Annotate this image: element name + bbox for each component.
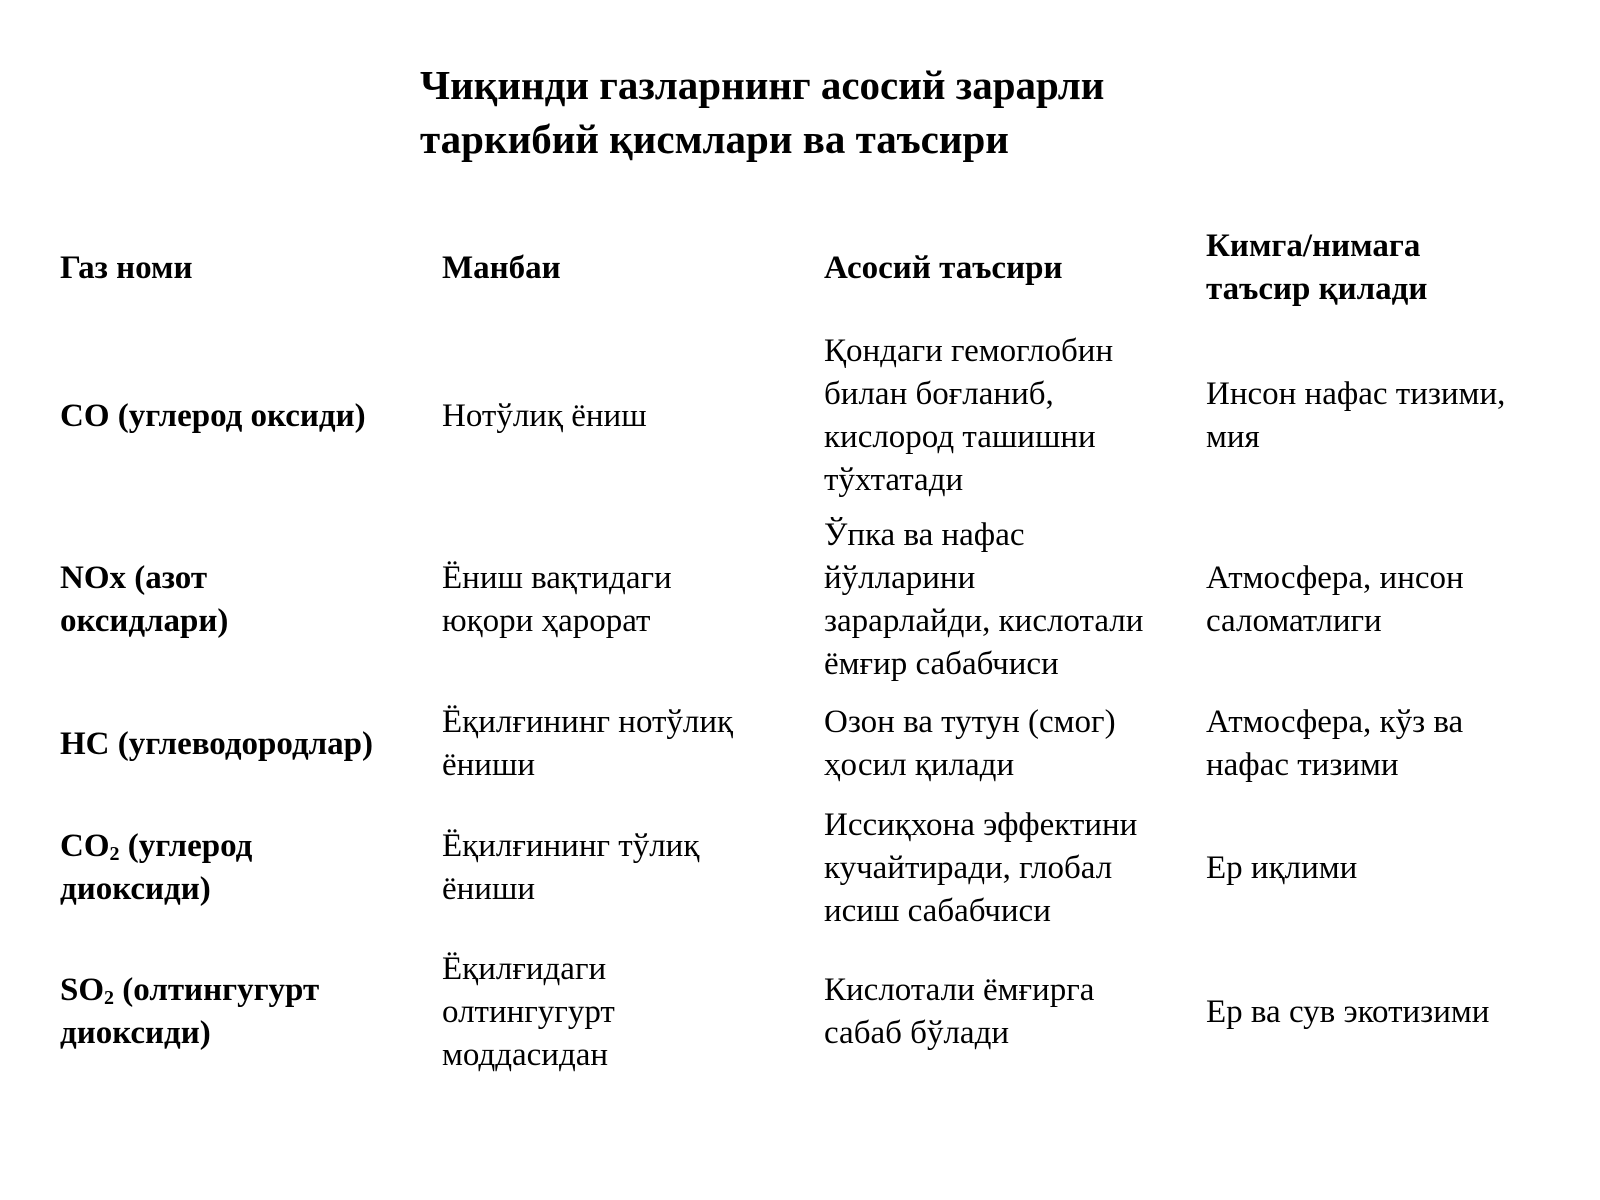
gas-name-cell: [60, 825, 442, 911]
cell-text: Инсон нафас тизими,: [1206, 376, 1506, 412]
cell-text: Атмосфера, кўз ва: [1206, 704, 1464, 740]
cell-text: моддасидан: [442, 1036, 609, 1073]
gas-name-cell: [60, 723, 442, 766]
cell-text: Кислотали ёмғирга: [824, 972, 1095, 1008]
cell-text: оксидлари): [60, 603, 229, 639]
cell-text: ёмғир сабабчиси: [824, 646, 1059, 682]
cell-text: саломатлиги: [1206, 603, 1382, 639]
cell-text: [60, 969, 422, 1012]
title-line-2: таркибий қисмлари ва таъсири: [420, 116, 1009, 162]
cell-text: Ёқилғининг тўлиқ: [442, 828, 700, 864]
page-title: [420, 58, 1520, 166]
cell-text: йўлларини: [824, 560, 976, 596]
cell-text: диоксиди): [60, 1015, 211, 1051]
table-row: [60, 796, 1540, 940]
gas-formula: SO: [60, 972, 105, 1008]
formula-subscript: 2: [104, 987, 115, 1009]
gas-name-suffix: (углерод: [119, 828, 253, 864]
cell-text: Озон ва тутун (смог): [824, 704, 1116, 740]
cell-text: зарарлайди, кислотали: [824, 603, 1144, 639]
cell-text: Атмосфера, инсон: [1206, 560, 1464, 596]
cell-text: HC (углеводородлар): [60, 725, 374, 762]
cell-text: кислород ташишни: [824, 419, 1096, 455]
effect-cell: [824, 969, 1206, 1055]
table-row: [60, 508, 1540, 692]
gas-name-suffix: (олтингугурт: [114, 972, 320, 1008]
cell-text: Иссиқхона эффектини: [824, 806, 1138, 843]
formula-subscript: 2: [109, 843, 120, 865]
cell-text: ёниши: [442, 747, 536, 783]
cell-text: Ёниш вақтидаги: [442, 560, 672, 596]
gas-name-cell: [60, 557, 442, 643]
cell-text: Ёқилғидаги: [442, 950, 607, 987]
table-row: [60, 692, 1540, 796]
cell-text: олтингугурт: [442, 993, 615, 1030]
table-row: [60, 940, 1540, 1084]
table-header-row: [60, 212, 1540, 324]
header-main-effect: [824, 247, 1206, 290]
cell-text: Ёқилғининг нотўлиқ: [442, 704, 734, 740]
header-text: Газ номи: [60, 249, 193, 286]
source-cell: [442, 825, 824, 911]
cell-text: CO (углерод оксиди): [60, 397, 366, 434]
target-cell: [1206, 373, 1540, 459]
cell-text: ёниши: [442, 871, 536, 907]
cell-text: Ўпка ва нафас: [824, 517, 1025, 553]
cell-text: юқори ҳарорат: [442, 603, 651, 639]
cell-text: мия: [1206, 419, 1260, 455]
header-text: Асосий таъсири: [824, 249, 1063, 286]
cell-text: тўхтатади: [824, 462, 964, 498]
source-cell: [442, 395, 824, 438]
cell-text: сабаб бўлади: [824, 1015, 1010, 1051]
effect-cell: [824, 804, 1206, 933]
cell-text: Ер иқлими: [1206, 849, 1358, 886]
header-gas-name: [60, 247, 442, 290]
title-line-1: Чиқинди газларнинг асосий зарарли: [420, 62, 1105, 108]
header-text: Кимга/нимага: [1206, 228, 1421, 264]
header-text: таъсир қилади: [1206, 271, 1428, 307]
cell-text: билан боғланиб,: [824, 376, 1054, 412]
cell-text: нафас тизими: [1206, 747, 1399, 783]
header-source: [442, 247, 824, 290]
target-cell: [1206, 991, 1540, 1034]
header-affected: [1206, 225, 1540, 311]
cell-text: диоксиди): [60, 871, 211, 907]
target-cell: [1206, 701, 1540, 787]
cell-text: Ер ва сув экотизими: [1206, 993, 1490, 1030]
emissions-table: [60, 212, 1540, 1084]
cell-text: ҳосил қилади: [824, 747, 1015, 783]
gas-formula: CO: [60, 828, 110, 864]
header-text: Манбаи: [442, 249, 561, 286]
source-cell: [442, 557, 824, 643]
cell-text: NOx (азот: [60, 560, 208, 596]
table-row: [60, 324, 1540, 508]
target-cell: [1206, 847, 1540, 890]
cell-text: Қондаги гемоглобин: [824, 333, 1114, 369]
gas-name-cell: [60, 395, 442, 438]
cell-text: [60, 825, 422, 868]
cell-text: Нотўлиқ ёниш: [442, 397, 647, 434]
source-cell: [442, 701, 824, 787]
effect-cell: [824, 514, 1206, 686]
target-cell: [1206, 557, 1540, 643]
cell-text: кучайтиради, глобал: [824, 849, 1113, 886]
cell-text: исиш сабабчиси: [824, 892, 1051, 929]
effect-cell: [824, 330, 1206, 502]
source-cell: [442, 948, 824, 1077]
effect-cell: [824, 701, 1206, 787]
gas-name-cell: [60, 969, 442, 1055]
